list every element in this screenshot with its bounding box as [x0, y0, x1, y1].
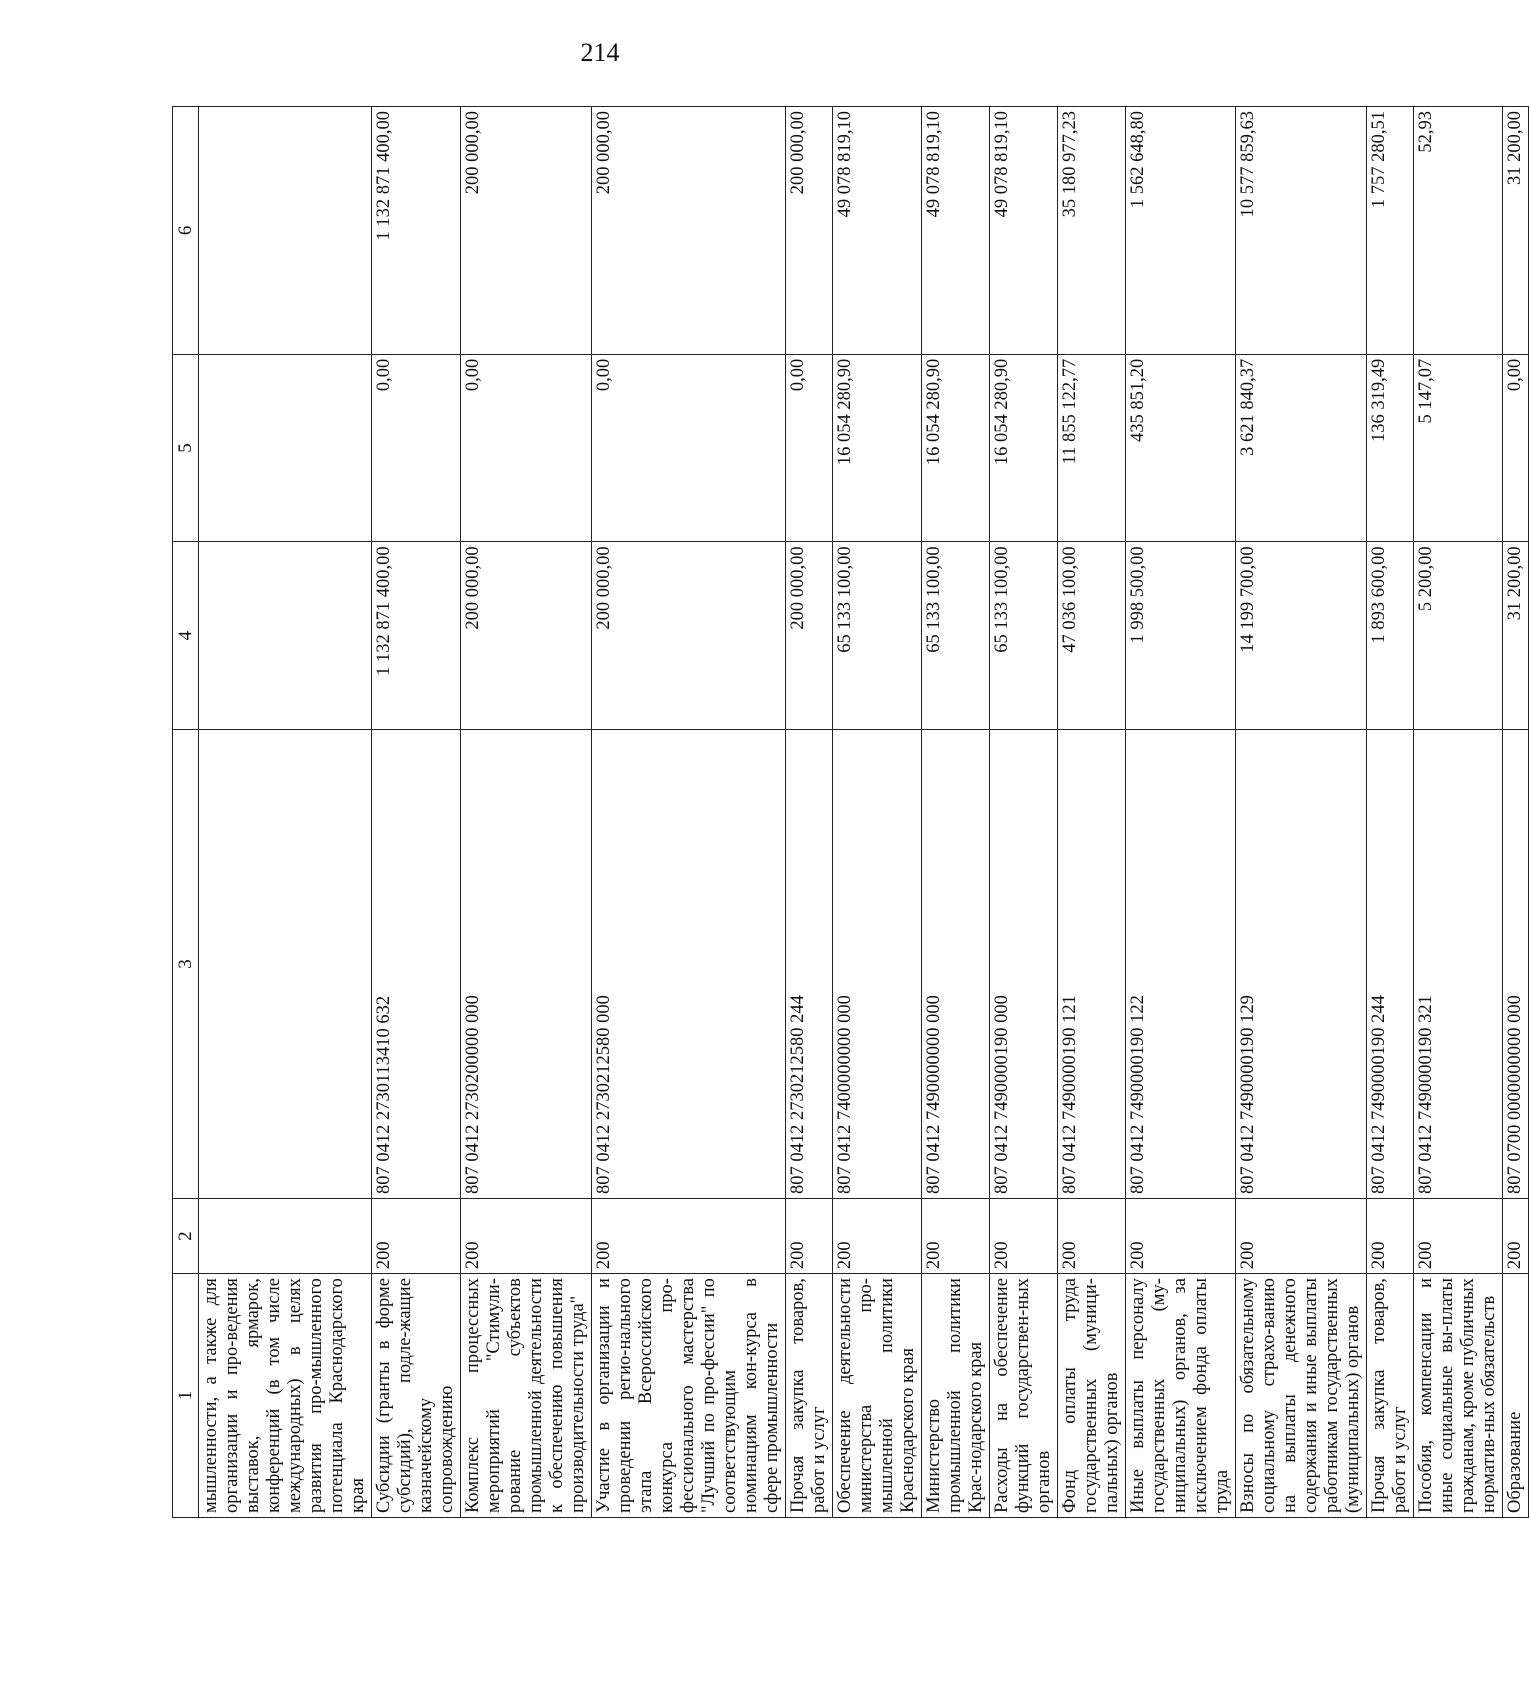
row-value-col4: 47 036 100,00 [1058, 542, 1126, 730]
table-row [1367, 107, 1414, 1518]
row-name: Расходы на обеспечение функций государствен-ных органов [990, 1274, 1058, 1518]
row-value-col6: 1 757 280,51 [1367, 107, 1414, 355]
table-row [1414, 107, 1503, 1518]
row-name: Прочая закупка товаров, работ и услуг [786, 1274, 833, 1518]
row-code: 200 [833, 1199, 922, 1274]
row-name: Комплекс процессных мероприятий "Стимули-рование субъектов промышленной деятельности к обеспечению повышения производительности труда" [461, 1274, 592, 1518]
row-value-col6 [199, 107, 372, 355]
row-value-col4: 65 133 100,00 [833, 542, 922, 730]
row-value-col4: 65 133 100,00 [990, 542, 1058, 730]
row-code: 200 [461, 1199, 592, 1274]
table-row [833, 107, 922, 1518]
table-row [922, 107, 990, 1518]
row-value-col5: 11 855 122,77 [1058, 354, 1126, 542]
row-value-col6: 1 562 648,80 [1126, 107, 1236, 355]
row-code: 200 [1058, 1199, 1126, 1274]
row-value-col4: 200 000,00 [461, 542, 592, 730]
row-kbk: 807 0412 7490000190 129 [1236, 729, 1367, 1198]
column-header: 4 [173, 542, 199, 730]
row-kbk: 807 0412 2730113410 632 [372, 729, 461, 1198]
row-kbk: 807 0700 0000000000 000 [1503, 729, 1529, 1198]
column-header: 2 [173, 1199, 199, 1274]
row-value-col5: 16 054 280,90 [833, 354, 922, 542]
row-code: 200 [786, 1199, 833, 1274]
row-kbk: 807 0412 7400000000 000 [833, 729, 922, 1198]
row-name: Образование [1503, 1274, 1529, 1518]
row-name: мышленности, а также для организации и про-ведения выставок, ярмарок, конференций (в том числе международных) в целях развития про-мышленного потенциала Краснодарского края [199, 1274, 372, 1518]
table-body [199, 107, 1529, 1518]
row-value-col5: 16 054 280,90 [922, 354, 990, 542]
row-value-col5: 0,00 [461, 354, 592, 542]
row-value-col4: 1 132 871 400,00 [372, 542, 461, 730]
row-code: 200 [1503, 1199, 1529, 1274]
table-row [461, 107, 592, 1518]
header-row [173, 107, 199, 1518]
row-value-col5: 5 147,07 [1414, 354, 1503, 542]
row-value-col4: 5 200,00 [1414, 542, 1503, 730]
row-kbk: 807 0412 2730212580 244 [786, 729, 833, 1198]
row-value-col4: 200 000,00 [786, 542, 833, 730]
row-code: 200 [592, 1199, 786, 1274]
column-header: 5 [173, 354, 199, 542]
row-name: Пособия, компенсации и иные социальные вы-платы гражданам, кроме публичных норматив-ных обязательств [1414, 1274, 1503, 1518]
row-value-col5: 0,00 [372, 354, 461, 542]
row-value-col4: 1 893 600,00 [1367, 542, 1414, 730]
column-header: 1 [173, 1274, 199, 1518]
column-header: 6 [173, 107, 199, 355]
row-code [199, 1199, 372, 1274]
row-value-col5: 435 851,20 [1126, 354, 1236, 542]
table-row [1126, 107, 1236, 1518]
row-value-col6: 49 078 819,10 [922, 107, 990, 355]
budget-table [172, 106, 1529, 1518]
table-row [1236, 107, 1367, 1518]
table-row [990, 107, 1058, 1518]
row-value-col6: 52,93 [1414, 107, 1503, 355]
row-kbk: 807 0412 2730200000 000 [461, 729, 592, 1198]
row-name: Субсидии (гранты в форме субсидий), подле-жащие казначейскому сопровождению [372, 1274, 461, 1518]
row-value-col6: 49 078 819,10 [990, 107, 1058, 355]
row-code: 200 [990, 1199, 1058, 1274]
row-value-col4: 31 200,00 [1503, 542, 1529, 730]
row-value-col4: 200 000,00 [592, 542, 786, 730]
row-code: 200 [1236, 1199, 1367, 1274]
row-value-col6: 31 200,00 [1503, 107, 1529, 355]
row-kbk: 807 0412 7490000000 000 [922, 729, 990, 1198]
row-code: 200 [1414, 1199, 1503, 1274]
row-value-col6: 35 180 977,23 [1058, 107, 1126, 355]
row-kbk: 807 0412 7490000190 321 [1414, 729, 1503, 1198]
row-value-col5 [199, 354, 372, 542]
row-name: Фонд оплаты труда государственных (муници-пальных) органов [1058, 1274, 1126, 1518]
row-name: Прочая закупка товаров, работ и услуг [1367, 1274, 1414, 1518]
rotated-table-container [172, 106, 1525, 1518]
table-row [1503, 107, 1529, 1518]
row-value-col5: 16 054 280,90 [990, 354, 1058, 542]
table-row [1058, 107, 1126, 1518]
row-value-col4 [199, 542, 372, 730]
table-row [592, 107, 786, 1518]
row-value-col6: 200 000,00 [461, 107, 592, 355]
row-value-col5: 0,00 [786, 354, 833, 542]
row-value-col4: 14 199 700,00 [1236, 542, 1367, 730]
row-value-col6: 200 000,00 [592, 107, 786, 355]
row-code: 200 [372, 1199, 461, 1274]
row-value-col5: 0,00 [592, 354, 786, 542]
row-value-col6: 10 577 859,63 [1236, 107, 1367, 355]
row-kbk: 807 0412 7490000190 244 [1367, 729, 1414, 1198]
page-number: 214 [580, 38, 620, 67]
row-kbk [199, 729, 372, 1198]
row-code: 200 [1126, 1199, 1236, 1274]
row-value-col5: 0,00 [1503, 354, 1529, 542]
table-row [786, 107, 833, 1518]
row-name: Участие в организации и проведении регио-нального этапа Всероссийского конкурса про-фессионального мастерства "Лучший по про-фессии" по соответствующим номинациям кон-курса в сфере промышленности [592, 1274, 786, 1518]
row-name: Иные выплаты персоналу государственных (му-ниципальных) органов, за исключением фонда оплаты труда [1126, 1274, 1236, 1518]
row-kbk: 807 0412 7490000190 121 [1058, 729, 1126, 1198]
row-value-col6: 1 132 871 400,00 [372, 107, 461, 355]
table-row [372, 107, 461, 1518]
row-kbk: 807 0412 7490000190 122 [1126, 729, 1236, 1198]
row-code: 200 [1367, 1199, 1414, 1274]
row-kbk: 807 0412 7490000190 000 [990, 729, 1058, 1198]
row-kbk: 807 0412 2730212580 000 [592, 729, 786, 1198]
row-name: Обеспечение деятельности министерства про-мышленной политики Краснодарского края [833, 1274, 922, 1518]
row-value-col6: 200 000,00 [786, 107, 833, 355]
row-value-col6: 49 078 819,10 [833, 107, 922, 355]
row-name: Министерство промышленной политики Крас-нодарского края [922, 1274, 990, 1518]
column-header: 3 [173, 729, 199, 1198]
row-value-col5: 136 319,49 [1367, 354, 1414, 542]
row-code: 200 [922, 1199, 990, 1274]
row-name: Взносы по обязательному социальному страхо-ванию на выплаты денежного содержания и иные выплаты работникам государственных (муниципальных) органов [1236, 1274, 1367, 1518]
row-value-col4: 1 998 500,00 [1126, 542, 1236, 730]
table-row [199, 107, 372, 1518]
row-value-col5: 3 621 840,37 [1236, 354, 1367, 542]
row-value-col4: 65 133 100,00 [922, 542, 990, 730]
